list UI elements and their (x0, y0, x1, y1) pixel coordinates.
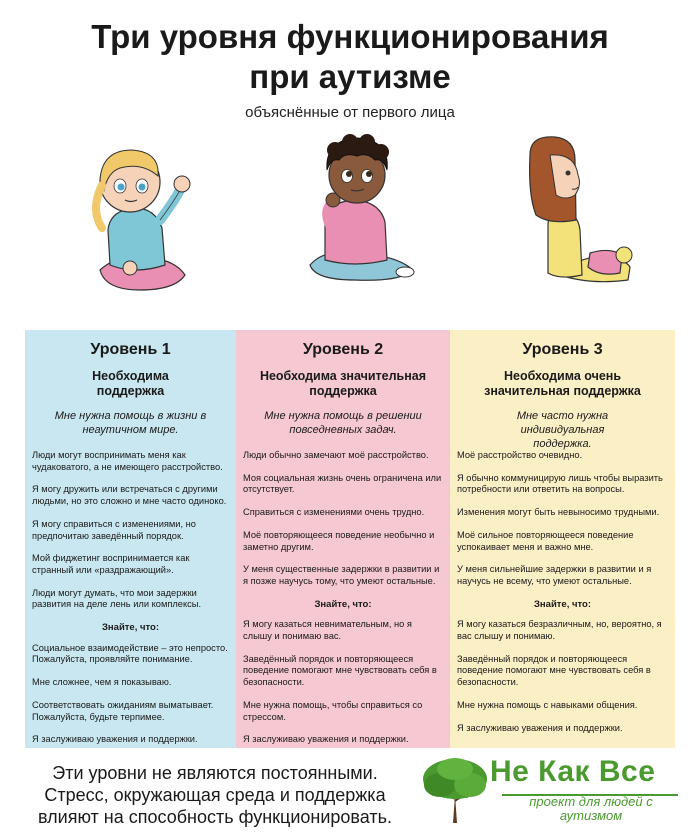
tree-icon (420, 755, 490, 825)
list-item: Я обычно коммуницирую лишь чтобы выразить потребности или ответить на вопросы. (457, 472, 663, 495)
list-item: Моё сильное повторяющееся поведение успокаивает меня и важно мне. (457, 529, 634, 552)
list-item: Я могу казаться безразличным, но, вероятно, я вас слышу и понимаю. (457, 619, 662, 642)
list-item: Я могу казаться невнимательным, но я слышу и понимаю вас. (243, 619, 412, 642)
list-item: Мне нужна помощь с навыками общения. (457, 699, 638, 710)
list-item: Социальное взаимодействие – это непросто. Пожалуйста, проявляйте понимание. (32, 642, 228, 665)
list-item: Моё повторяющееся поведение необычно и заметно другим. (243, 529, 435, 552)
list-item: Я могу справиться с изменениями, но предпочитаю заведённый порядок. (32, 518, 196, 541)
brand-name: Не Как Все (490, 755, 656, 788)
level-quote: Мне нужна помощь в решении повседневных задач. (264, 410, 422, 436)
level-support-need: Необходима значительная поддержка (259, 369, 427, 398)
page-subtitle: объяснённые от первого лица (245, 104, 455, 121)
level-title: Уровень 3 (522, 341, 603, 358)
page-title-line2: при аутизме (249, 58, 451, 95)
list-item: Справиться с изменениями очень трудно. (243, 507, 425, 518)
list-item: Моя социальная жизнь очень ограничена или отсутствует. (243, 472, 442, 495)
page-title: Три уровня функционирования (91, 18, 609, 55)
level-title: Уровень 2 (302, 341, 384, 358)
list-item: Люди могут воспринимать меня как чудаковатого, а не имеющего расстройство. (32, 450, 223, 472)
footer-note: Эти уровни не являются постоянными. Стресс, окружающая среда и поддержка влияют на способность функционировать. (37, 763, 393, 827)
list-item: Люди обычно замечают моё расстройство. (243, 450, 429, 460)
level-support-need: Необходима очень значительная поддержка (484, 369, 641, 398)
list-item: У меня существенные задержки в развитии и я позже научусь тому, что умеют остальные. (243, 564, 440, 586)
list-item: Изменения могут быть невыносимо трудными. (457, 507, 660, 518)
list-item: Я заслуживаю уважения и поддержки. (32, 734, 198, 745)
level-quote: Мне нужна помощь в жизни в неаутичном мире. (54, 410, 207, 436)
list-item: Заведённый порядок и повторяющееся поведение помогают мне чувствовать себя в безопасности. (243, 653, 437, 688)
list-item: Люди могут думать, что мои задержки развития на деле лень или комплексы. (32, 587, 202, 610)
list-item: Мне сложнее, чем я показываю. (32, 677, 172, 688)
level-quote: Мне часто нужна индивидуальная поддержка. (516, 410, 609, 450)
level-support-need: Необходима поддержка (92, 369, 169, 398)
list-item: Я заслуживаю уважения и поддержки. (243, 734, 409, 745)
list-item: Моё расстройство очевидно. (457, 450, 583, 460)
know-heading: Знайте, что: (101, 622, 160, 634)
list-item: Заведённый порядок и повторяющееся поведение помогают мне чувствовать себя в безопасности. (457, 653, 651, 688)
know-heading: Знайте, что: (314, 598, 372, 610)
list-item: Мой фиджетинг воспринимается как странный или «раздражающий». (32, 553, 190, 575)
child-illustration-level3 (520, 135, 640, 295)
child-illustration-level1 (80, 140, 210, 300)
child-illustration-level2 (295, 130, 425, 290)
level1-column (25, 330, 236, 748)
list-item: Соответствовать ожиданиям выматывает. Пожалуйста, будьте терпимее. (32, 699, 214, 722)
level2-column (236, 330, 450, 748)
list-item: Я заслуживаю уважения и поддержки. (457, 722, 623, 733)
list-item: Я могу дружить или встречаться с другими людьми, но это сложно и мне часто одиноко. (32, 484, 227, 507)
level-title: Уровень 1 (90, 341, 171, 358)
level3-column (450, 330, 675, 748)
list-item: У меня сильнейшие задержки в развитии и я научусь не всему, что умеют остальные. (457, 564, 652, 586)
brand-logo[interactable] (420, 755, 682, 825)
know-heading: Знайте, что: (533, 598, 592, 610)
list-item: Мне нужна помощь, чтобы справиться со стрессом. (243, 699, 423, 722)
brand-slogan: проект для людей с аутизмом (529, 794, 653, 823)
